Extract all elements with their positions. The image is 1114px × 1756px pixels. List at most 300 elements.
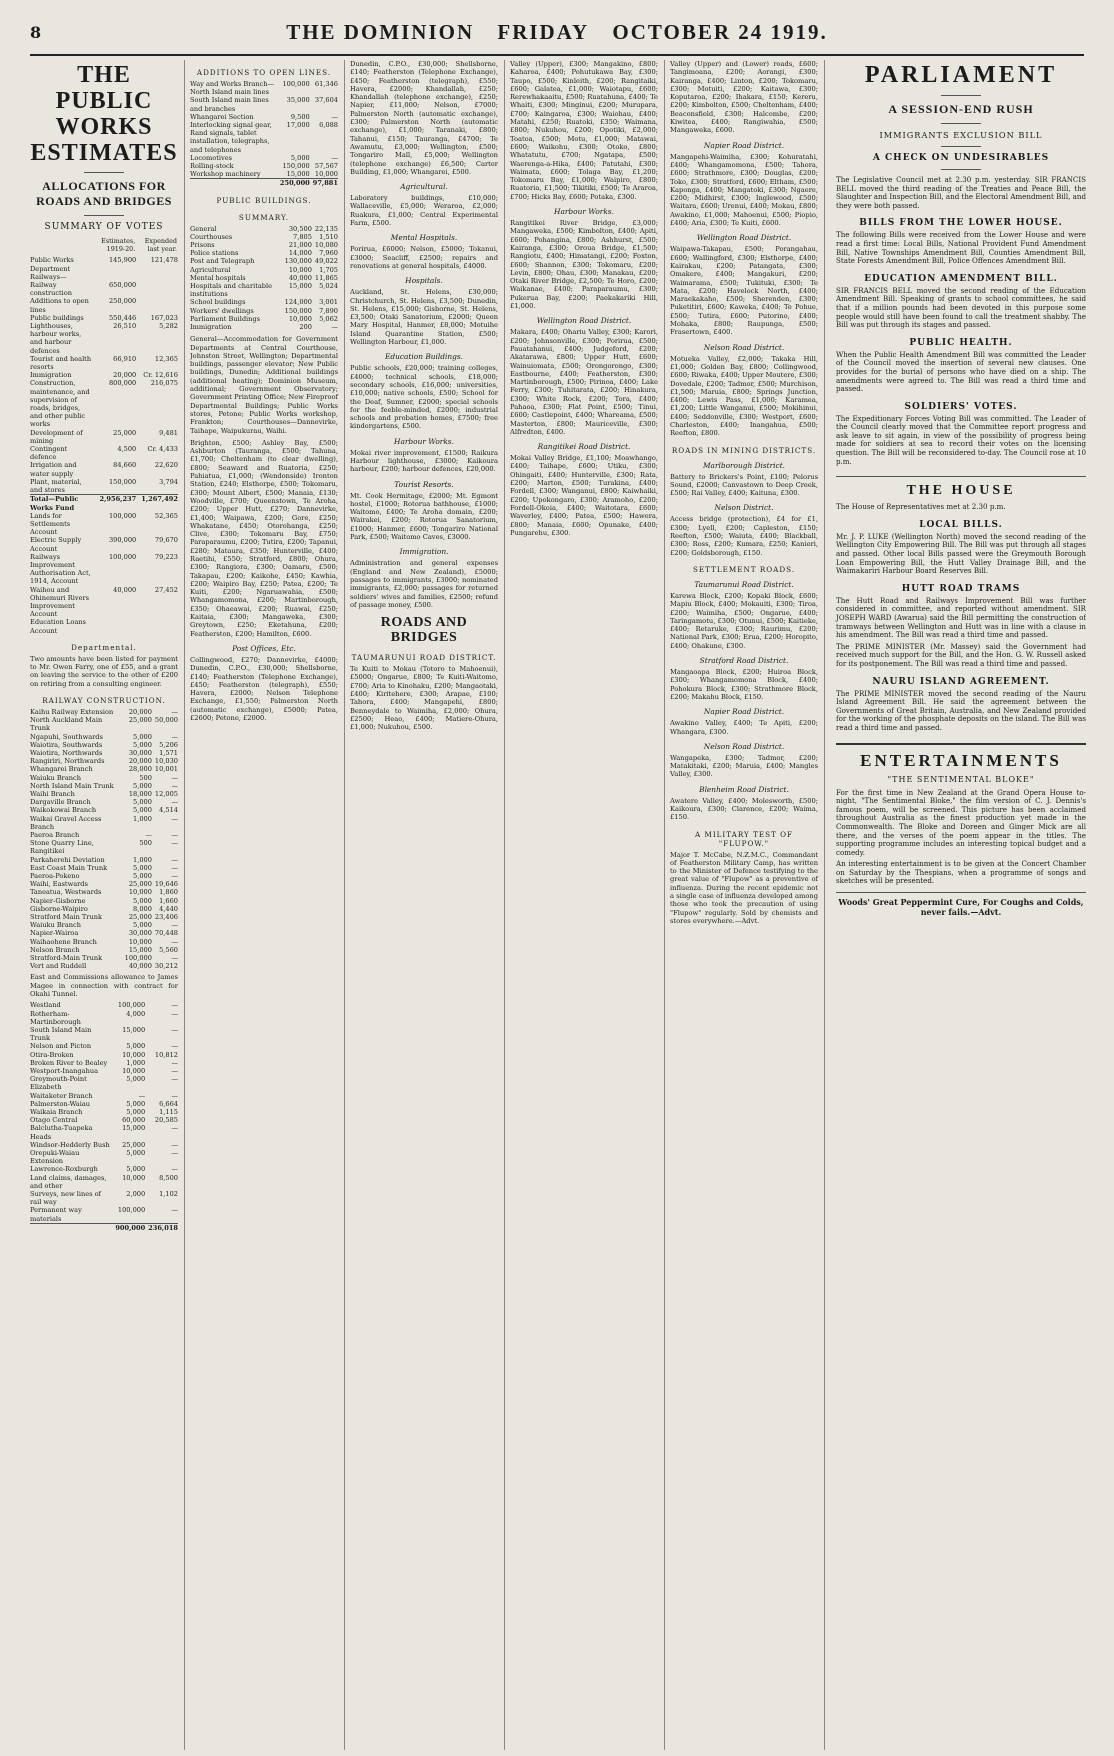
railway-text: East and Commissions allowance to James Magee in connection with contract for Okahi Tunnel. (30, 973, 178, 999)
row-expended: — (171, 798, 178, 807)
table-row (30, 281, 178, 297)
table-row (30, 297, 178, 313)
col5-heading-e: Nelson District. (714, 503, 774, 513)
row-label: Waiuku Branch (30, 773, 81, 782)
row-estimate: 10,000 (128, 937, 152, 946)
row-expended: — (171, 1148, 178, 1157)
row-label: Orepuki-Waiau Extension (30, 1148, 80, 1166)
headline: THE PUBLIC WORKS ESTIMATES (30, 62, 178, 166)
row-estimate: 150,000 (284, 306, 312, 315)
row-estimate: 40,000 (288, 273, 312, 282)
row-expended: Cr. 4,433 (147, 445, 178, 454)
col6-text-i: The PRIME MINISTER (Mr. Massey) said the Government had received much support for the Bill, and the Hon. G. W. Russell asked for its postponement. The Bill was read a third time and passed. (836, 641, 1086, 668)
row-estimate: 5,000 (133, 872, 152, 880)
table-row (190, 315, 338, 323)
row-label: Waiuku Branch (30, 921, 81, 930)
row-label: Agricultural (190, 265, 231, 274)
row-estimate: 5,000 (133, 732, 152, 741)
row-estimate: 10,000 (122, 1066, 146, 1075)
row-expended: — (331, 323, 338, 332)
row-estimate: 5,000 (133, 806, 152, 815)
table-row (190, 96, 338, 112)
row-estimate: 5,000 (126, 1107, 146, 1116)
row-label: Waitaketer Branch (30, 1091, 93, 1100)
col2-body-text: Brighton, £500; Ashley Bay, £500; Ashburton (Tauranga, £500; Tahuna, £1,700; Cheltenham (to clear dwelling), £800; Seaward and Ruatoria, £250; Pahiatua, £1,000; (Wendonside) Ironton Station, £240; Elsthorpe, £500; Tokomaru, £300; Mount Albert, £500; Manaia, £130; Woodville, £700; Queenstown, Te Aroha, £200; Upper Hutt, £270; Dannevirke, £1,400; Waipawa, £200; Gore, £250; Whakatane, £450; Otorohanga, £250; Clive, £300; Tokomaru Bay, £750; Paraparaumu, £200; Tutira, £200; Tapanui, £280; Mataura, £350; Hunterville, £400; Raetihi, £550; Stratford, £800; Ohura, £300; Rangiora, £300; Oamaru, £500; Takapau, £200; Kaikohe, £450; Kawhia, £200; Waipiro Bay, £250; Patea, £200; Te Kuiti, £200; Ngaruawahia, £500; Whangamomona, £200; Martinborough, £350; Ohaeawai, £200; Ruawai, £250; Kaitaia, £300; Mangaweka, £300; Greytown, £250; Eketahuna, £200; Featherston, £200; Hamilton, £600. (190, 438, 338, 638)
row-estimate: 4,500 (117, 445, 137, 454)
row-estimate: 10,000 (128, 888, 152, 897)
row-expended: — (171, 1066, 178, 1075)
row-expended: — (171, 814, 178, 823)
column-1 (30, 60, 185, 1750)
row-estimate: 5,000 (126, 1099, 146, 1108)
table-row (30, 1001, 178, 1009)
tourist-heading: Tourist Resorts. (394, 479, 454, 489)
row-expended: 5,206 (159, 740, 178, 749)
parliament-subheading: A SESSION-END RUSH (888, 102, 1034, 116)
row-estimate (94, 273, 136, 281)
row-estimate: 1,000 (126, 1058, 146, 1067)
row-estimate: 150,000 (282, 162, 310, 171)
departmental-label: Departmental. (71, 642, 137, 652)
table-row (190, 80, 338, 96)
table-row (190, 266, 338, 274)
row-label: Rotherham-Martinborough (30, 1009, 81, 1026)
row-label: Waiotira, Southwards (30, 740, 103, 749)
row-label: Waiotira, Northwards (30, 748, 103, 757)
row-estimate: 30,000 (128, 929, 152, 938)
row-expended (136, 281, 178, 297)
row-expended: 1,705 (319, 265, 338, 274)
row-estimate: 17,000 (286, 121, 310, 130)
public-buildings-label: PUBLIC BUILDINGS. (216, 195, 312, 205)
table-row (190, 323, 338, 331)
nauru-heading: NAURU ISLAND AGREEMENT. (872, 676, 1050, 687)
row-expended: — (171, 839, 178, 848)
row-est: 40,000 (113, 585, 137, 594)
table-row (30, 1206, 178, 1223)
row-label: Parkaherehi Deviation (30, 855, 105, 864)
column-5 (670, 60, 825, 1750)
departmental-text: Two amounts have been listed for payment to Mr. Owen Farry, one of £55, and a grant on leaving the service to the other of £200 on retiring from a consulting engineer. (30, 654, 178, 688)
row-estimate: 20,000 (128, 757, 152, 766)
row-expended: 1,660 (159, 896, 178, 905)
table-row (30, 905, 178, 913)
public-health-heading: PUBLIC HEALTH. (909, 337, 1013, 348)
row-estimate: — (145, 830, 152, 839)
col6-text-c: SIR FRANCIS BELL moved the second reading of the Education Amendment Bill. Speaking of grants to school committees, he said that if a million pounds had been devoted in this purpose some people would still have been found to call the treatment shabby. The Bill was put through its stages and passed. (836, 285, 1086, 330)
row-estimate: 100,000 (282, 80, 310, 88)
row-estimate: 28,000 (128, 765, 152, 774)
row-estimate: 5,000 (133, 740, 152, 749)
row-estimate: 200 (299, 323, 312, 332)
entertainments-heading: ENTERTAINMENTS (836, 743, 1086, 771)
col5-text-f: Access bridge (protection), £4 for £1, £300; Lyell, £200; Capleston, £150; Reefton, £500; Waiuta, £400; Blackball, £300; Ross, £200; Kumara, £250; Kanieri, £200; Goldsborough, £150. (670, 515, 818, 557)
row-label: Westport-Inangahua (30, 1066, 99, 1075)
row-label: Stone Quarry Line, Rangitikei (30, 839, 94, 856)
row-label: Interlocking signal gear, Rand signals, tablet installation, telegraphs, and telephones (190, 121, 272, 154)
row-expended: — (171, 1001, 178, 1010)
col3-text-g: Mt. Cook Hermitage, £2000; Mt. Egmont hostel, £1000; Rotorua bathhouse, £1000; Waitomo, £400; Te Aroha domain, £200; Wairakei, £200; Rotorua Sanatorium, £1000; Hanmer, £600; Tongariro National Park, £500; Waitomo Caves, £3000. (350, 491, 498, 542)
row-label: Workers' dwellings (190, 306, 254, 315)
railway-table-2 (30, 1001, 178, 1232)
row-estimate: 66,910 (113, 354, 137, 363)
row-estimate: 25,000 (128, 716, 152, 725)
table-row (30, 1149, 178, 1165)
table-row (30, 478, 178, 495)
table-row (30, 708, 178, 716)
entertainments-subheading: "THE SENTIMENTAL BLOKE" (887, 774, 1035, 784)
row-expended: — (171, 1206, 178, 1215)
row-expended: 11,865 (314, 273, 338, 282)
table-row (30, 774, 178, 782)
row-expended: 12,005 (154, 789, 178, 798)
row-estimate: 5,000 (126, 1148, 146, 1157)
table-row (30, 1075, 178, 1091)
hospitals-heading: Hospitals. (405, 276, 443, 286)
row-expended: 10,812 (154, 1050, 178, 1059)
row-estimate: 30,000 (128, 748, 152, 757)
row-label: Development of mining (30, 428, 83, 445)
col5-text-h: Mangaoapa Block, £200; Huiroa Block, £300; Whangamomona Block, £400; Pohokura Block, £300; Strathmore Block, £200; Makahu Block, £150. (670, 668, 818, 701)
row-label: Paeroa-Pokeno (30, 872, 80, 880)
subheadline: ALLOCATIONS FOR ROADS AND BRIDGES (36, 179, 172, 208)
votes-table (30, 236, 178, 635)
col3-text-c: Porirua, £6000; Nelson, £5000; Tokanui, £3000; Seacliff, £2500; repairs and renovations at general hospitals, £4000. (350, 245, 498, 270)
local-bills-heading: LOCAL BILLS. (919, 519, 1003, 530)
row-expended: 70,448 (154, 929, 178, 938)
table-row (30, 897, 178, 905)
table-row (30, 586, 178, 619)
row-label: Irrigation and water supply (30, 461, 77, 478)
col5-text-c: Waipawa-Takapau, £500; Porangahau, £600; Wallingford, £300; Elsthorpe, £400; Kairakau, £200; Patangata, £300; Omakere, £400; Mangakuri, £200; Waimarama, £500; Tukituki, £300; Te Mata, £200; Havelock North, £400; Maraekakaho, £500; Sherenden, £300; Puketitiri, £600; Kaweka, £400; Te Pohue, £500; Tutira, £600; Putorino, £400; Mohaka, £800; Raupunga, £500; Frasertown, £400. (670, 245, 818, 337)
row-label: Hospitals and charitable institutions (190, 282, 273, 299)
row-expended: 50,000 (154, 716, 178, 725)
col5-heading-d: Marlborough District. (702, 460, 786, 470)
table-row (190, 298, 338, 306)
row-estimate: 5,000 (126, 1075, 146, 1084)
row-estimate: 5,000 (133, 921, 152, 930)
col6-text-b: The following Bills were received from the Lower House and were read a first time: Local Bills, National Provident Fund Amendment Bill, Native Townships Amendment Bill, Counties Amendment Bill, State Forests Amendment Bill, Police Offences Amendment Bill. (836, 230, 1086, 266)
advertisement: Woods' Great Peppermint Cure, For Coughs and Colds, never fails.—Advt. (836, 892, 1086, 917)
row-expended: — (331, 153, 338, 162)
table-row (30, 1174, 178, 1190)
military-test-heading: A MILITARY TEST OF "FLUPOW." (694, 829, 794, 848)
running-head (70, 20, 1044, 45)
col-head-estimates: Estimates, 1919-20. (101, 237, 136, 254)
row-estimate: 800,000 (108, 379, 137, 388)
row-expended: 19,646 (154, 880, 178, 889)
row-label: Railway construction (30, 281, 73, 298)
row-label: South Island main lines and branches (190, 96, 269, 113)
harbour-heading: Harbour Works. (394, 436, 454, 446)
row-estimate: 10,000 (122, 1173, 146, 1182)
row-expended: 30,212 (154, 962, 178, 971)
col5-text-a: Valley (Upper) and (Lower) roads, £600; Tangimoana, £200; Aorangi, £300; Kairanga, £400; Linton, £200; Tokomaru, £300; Motuiti, £200; Kaitawa, £300; Koputaroa, £200; Ihakara, £150; Kereru, £200; Kimbolton, £500; Cheltenham, £400; Beaconsfield, £300; Halcombe, £200; Kiwitea, £400; Rangiwahia, £500; Mangaweka, £600. (670, 60, 818, 135)
col5-text-g: Karewa Block, £200; Kopaki Block, £600; Mapiu Block, £400; Mokauiti, £300; Tiroa, £200; Waimiha, £500; Ongarue, £400; Taringamotu, £300; Otunui, £500; Kaitieke, £400; Retaruke, £300; Raurimu, £200; National Park, £300; Erua, £200; Horopito, £400; Ohakune, £300. (670, 591, 818, 650)
col6-text-l: An interesting entertainment is to be given at the Concert Chamber on Saturday by the Thespians, when a programme of songs and sketches will be presented. (836, 859, 1086, 886)
table-row (190, 225, 338, 233)
table-row (30, 322, 178, 355)
col5-text-j: Wangapeka, £300; Tadmor, £200; Matakitaki, £200; Maruia, £400; Mangles Valley, £300. (670, 753, 818, 779)
row-label: Tourist and health resorts (30, 354, 92, 372)
pb-summary-label: SUMMARY. (238, 212, 290, 222)
table-row (30, 1042, 178, 1050)
roads-bridges-head: ROADS AND BRIDGES (380, 615, 468, 646)
table-total-row (190, 179, 338, 188)
total-est: 250,000 (277, 179, 310, 188)
table-total-row (30, 495, 178, 512)
railway-label: RAILWAY CONSTRUCTION. (42, 695, 166, 705)
row-expended: — (331, 112, 338, 121)
row-name: Education Loans Account (30, 618, 86, 635)
table-row (30, 880, 178, 888)
row-estimate: 2,000 (126, 1190, 146, 1198)
table-row (30, 864, 178, 872)
table-row (30, 872, 178, 880)
table-row (30, 273, 178, 281)
post-offices-text: Collingwood, £270; Dannevirke, £4000; Dunedin, C.P.O., £30,000; Shellsborne, £140; Featherston (Telephone Exchange), £450; Featherston (telegraph), £550; Havera, £2000; Nelson Telephone Exchange, £1,550; Palmerston North (automatic exchange), £5000; Patea, £2600; Petone, £2000. (190, 655, 338, 723)
row-label: Windsor-Hedderly Bush (30, 1140, 110, 1149)
row-label: Lighthouses, harbour works, and harbour defences (30, 322, 82, 355)
row-expended: 167,023 (150, 313, 178, 322)
row-estimate: 10,000 (122, 1050, 146, 1059)
col6-text-k: For the first time in New Zealand at the Grand Opera House to-night, "The Sentimental Bloke," the film version of C. J. Dennis's famous poem, will be screened. This picture has been acclaimed throughout Australia as the finest production yet made in the Commonwealth. The Bloke and Doreen and Ginger Mick are all there, and the verses of the poem appear in the titles. The supporting programme includes an interesting topical budget and a comedy. (836, 787, 1086, 857)
row-estimate: 550,446 (108, 313, 137, 322)
total-name (30, 1223, 112, 1232)
row-label: General (190, 224, 217, 233)
table-row (30, 929, 178, 937)
row-expended: Cr. 12,616 (143, 371, 178, 380)
table-total-row (30, 1223, 178, 1232)
parliament-deck-2: A CHECK ON UNDESIRABLES (872, 153, 1050, 163)
table-row (190, 274, 338, 282)
row-label: Waikai Gravel Access Branch (30, 814, 102, 831)
col6-text-g: Mr. J. P. LUKE (Wellington North) moved the second reading of the Wellington City Empowering Bill. The Bill was put through all stages and passed. Other local Bills passed were the Greymouth Borough Loan Empowering Bill, the Hutt Valley Drainage Bill, and the Waimakariri Harbour Board Reserves Bill. (836, 531, 1086, 576)
table-row (30, 749, 178, 757)
row-label: Courthouses (190, 232, 233, 241)
row-estimate: 5,000 (290, 153, 310, 162)
row-estimate: 100,000 (117, 1206, 146, 1215)
row-label: South Island Main Trunk (30, 1025, 92, 1043)
row-expended: 3,001 (319, 298, 338, 307)
row-estimate: 5,000 (133, 896, 152, 905)
col5-heading-i: Nelson Road District. (703, 741, 785, 751)
table-row (30, 716, 178, 732)
issue-day: FRIDAY (497, 19, 590, 44)
row-label: Ngapuhi, Southwards (30, 732, 103, 741)
row-expended: 7,960 (319, 249, 338, 258)
row-expended: 1,102 (159, 1190, 178, 1198)
row-estimate: 14,000 (288, 249, 312, 258)
row-expended: 1,115 (159, 1107, 178, 1116)
row-label: Whangarei Branch (30, 765, 93, 774)
row-expended: 1,860 (159, 888, 178, 897)
education-heading: Education Buildings. (385, 352, 463, 362)
row-estimate: 20,000 (113, 371, 137, 380)
row-expended: 23,406 (154, 913, 178, 922)
col5-text-l: Major T. McCabe, N.Z.M.C., Commandant of Featherston Military Camp, has written to the Minister of Defence testifying to the great value of "Flupow" as a preventive of influenza. During the recent epidemic not a single case of influenza developed among those who took the precaution of using "Flupow" regularly. Sold by chemists and stores everywhere.—Advt. (670, 850, 818, 925)
row-estimate: 15,000 (288, 282, 312, 291)
row-estimate: 145,900 (108, 256, 137, 265)
row-label: Waihi Branch (30, 789, 75, 798)
row-label: Construction, maintenance, and supervision of roads, bridges, and other public works (30, 379, 90, 429)
row-estimate: 15,000 (286, 170, 310, 179)
row-expended: 6,664 (159, 1099, 178, 1108)
row-estimate: 25,000 (113, 428, 137, 437)
row-expended (136, 273, 178, 281)
row-estimate: 130,000 (284, 257, 312, 266)
col6-text-j: The PRIME MINISTER moved the second reading of the Nauru Island Agreement Bill. He said the agreement between the Governments of Great Britain, Australia, and New Zealand provided for the working of the phosphate deposits on the island. The Bill was read a third time and passed. (836, 688, 1086, 732)
col4-text-d: Mokai Valley Bridge, £1,100; Moawhango, £400; Taihape, £600; Utiku, £300; Ohingaiti, £400; Hunterville, £300; Rata, £200; Marton, £500; Turakina, £400; Fordell, £300; Wanganui, £800; Kaiwhaiki, £200; Upokongaro, £300; Aramoho, £200; Fordell-Okoia, £400; Waitotara, £600; Waverley, £400; Patea, £500; Hawera, £800; Manaia, £600; Opunake, £400; Pungarehu, £300. (510, 454, 658, 537)
issue-date: OCTOBER 24 1919. (612, 19, 828, 44)
col5-heading-f: Taumarunui Road District. (694, 579, 794, 589)
total-est: 2,956,237 (94, 495, 136, 512)
column-3 (350, 60, 505, 1750)
post-offices-heading: Post Offices, Etc. (232, 643, 296, 653)
row-expended: 8,500 (159, 1173, 178, 1182)
table-row (30, 1067, 178, 1075)
railway-table (30, 708, 178, 971)
row-name: Lands for Settlements Account (30, 511, 71, 537)
total-name: Total—Public Works Fund (30, 495, 94, 512)
row-estimate: 60,000 (122, 1116, 146, 1125)
row-expended: 4,440 (159, 904, 178, 913)
col5-text-d: Motueka Valley, £2,000; Takaka Hill, £1,000; Golden Bay, £800; Collingwood, £600; Riwaka, £400; Upper Moutere, £300; Dovedale, £200; Tadmor, £500; Murchison, £1,500; Maruia, £800; Springs Junction, £400; Lewis Pass, £1,000; Karamea, £1,200; Little Wanganui, £500; Mokihinui, £400; Seddonville, £300; Westport, £600; Charleston, £400; Inangahua, £500; Reefton, £800. (670, 354, 818, 438)
row-estimate: 25,000 (128, 880, 152, 889)
row-est: 100,000 (108, 552, 137, 561)
row-estimate: 25,000 (128, 913, 152, 922)
row-name: Railways Improvement Authorisation Act, 1914, Account (30, 552, 91, 586)
row-estimate: 15,000 (122, 1124, 146, 1133)
row-estimate: — (138, 1091, 146, 1100)
row-label: Public Works Department (30, 256, 74, 273)
row-expended: — (171, 1165, 178, 1174)
col3-text-b: Laboratory buildings, £10,000; Wallaceville, £5,000; Weraroa, £2,000; Ruakura, £1,000; Central Experimental Farm, £500. (350, 194, 498, 228)
row-label: Plant, material, and stores (30, 477, 82, 495)
table-row (30, 815, 178, 831)
public-buildings-table (190, 225, 338, 332)
row-label: Stratford-Main Trunk (30, 954, 103, 963)
row-estimate: 21,000 (288, 241, 312, 250)
table-row (190, 162, 338, 170)
column-6 (830, 60, 1086, 1750)
row-expended: 5,024 (319, 282, 338, 291)
row-label: Railways— (30, 272, 67, 281)
col5-heading-a: Napier Road District. (703, 140, 785, 150)
col6-text-d: When the Public Health Amendment Bill was committed the Leader of the Council moved the insertion of several new clauses. One provides for the burial of persons who have died on a ship. The amendments were agreed to. The Bill was read a third time and passed. (836, 349, 1086, 394)
table-row (190, 121, 338, 154)
parliament-heading: PARLIAMENT (864, 62, 1058, 88)
row-expended: — (171, 872, 178, 880)
row-estimate: 5,000 (133, 781, 152, 790)
table-row (30, 741, 178, 749)
row-expended: — (171, 830, 178, 839)
row-exp: 79,223 (154, 552, 178, 561)
table-row (30, 618, 178, 634)
row-estimate: 5,000 (133, 863, 152, 872)
row-label: Prisons (190, 241, 215, 250)
col-head-expended: Expended last year. (144, 237, 177, 254)
row-name: Electric Supply Account (30, 536, 82, 553)
soldiers-votes-heading: SOLDIERS' VOTES. (904, 401, 1018, 412)
row-label: North Auckland Main Trunk (30, 716, 103, 733)
masthead (30, 10, 1084, 56)
row-expended: 61,346 (314, 80, 338, 88)
row-label: Dargaville Branch (30, 798, 91, 807)
row-estimate: 1,000 (133, 814, 152, 823)
table-row (190, 154, 338, 162)
table-row (30, 921, 178, 929)
row-label: Kaihu Railway Extension (30, 707, 114, 716)
row-expended: — (171, 921, 178, 930)
row-label: Stratford Main Trunk (30, 913, 102, 922)
table-row (30, 1026, 178, 1042)
row-estimate: 5,000 (126, 1165, 146, 1174)
col6-text-h: The Hutt Road and Railways Improvement Bill was further considered in committee, and reported without amendment. SIR JOSEPH WARD (Awarua) said the Bill permitting the construction of tramways between Wellington and Hutt was in line with a clause in his amendment. The Bill was read a third time and passed. (836, 595, 1086, 640)
row-estimate: 650,000 (108, 281, 137, 290)
table-row (30, 314, 178, 322)
row-estimate: 1,000 (133, 855, 152, 864)
col5-heading-j: Blenheim Road District. (699, 784, 789, 794)
row-estimate: 500 (139, 839, 152, 848)
row-estimate: 150,000 (108, 477, 137, 486)
row-expended: — (171, 707, 178, 716)
col3-text-a: Dunedin, C.P.O., £30,000; Shellsborne, £140; Featherston (Telephone Exchange), £450; Featherston (telegraph), £550; Havera, £2000; Khandallah, £250; Khandallah (telephone exchange), £250; Napier, £11,000; Nelson, £7000; Palmerston North (automatic exchange), £300; Palmerston North (automatic exchange), £1,000; Taranaki, £800; Tahanui, £150; Tauranga, £4700; Te Awamutu, £3,000; Wellington, £500; Tongariro Mall, £5,000; Wellington (telephone exchange) £6,500; Carter Building, £1,000; Whangarei, £500. (350, 60, 498, 176)
row-expended: — (171, 1025, 178, 1034)
row-label: Police stations (190, 249, 239, 258)
row-label: Westland (30, 1001, 61, 1010)
table-row (30, 1010, 178, 1026)
row-expended: 216,075 (150, 379, 178, 388)
row-estimate: 4,000 (126, 1009, 146, 1018)
col5-text-b: Mangapehi-Waimiha, £300; Kohuratahi, £400; Whangamomona, £500; Tahora, £600; Strathmore, £300; Douglas, £200; Toko, £300; Stratford, £600; Eltham, £500; Kaponga, £400; Mangatoki, £300; Ngaere, £200; Midhirst, £300; Inglewood, £500; Waitara, £600; Urenui, £400; Mokau, £800; Awakino, £1,000; Mahoenui, £500; Piopio, £400; Aria, £300; Te Kuiti, £600. (670, 152, 818, 228)
mental-hospitals-heading: Mental Hospitals. (390, 233, 458, 243)
row-estimate: 10,000 (288, 314, 312, 323)
row-label: Greymouth-Point Elizabeth (30, 1075, 87, 1092)
row-label: Vert and Ruddell (30, 962, 87, 971)
row-expended: 5,560 (159, 945, 178, 954)
table-row (30, 1051, 178, 1059)
row-estimate: 124,000 (284, 298, 312, 307)
row-label: East Coast Main Trunk (30, 863, 108, 872)
row-exp: 52,365 (154, 511, 178, 520)
table-row (30, 1190, 178, 1206)
the-house-heading: THE HOUSE (836, 476, 1086, 499)
table-row (30, 461, 178, 477)
col5-text-k: Awatere Valley, £400; Molesworth, £500; Kaikoura, £300; Clarence, £200; Waima, £150. (670, 796, 818, 822)
col5-heading-h: Napier Road District. (703, 707, 785, 717)
table-row (30, 1108, 178, 1116)
total-exp: 1,267,492 (136, 495, 178, 512)
row-estimate: 100,000 (117, 1001, 146, 1010)
row-label: Land claims, damages, and other (30, 1173, 107, 1190)
pb-text: General—Accommodation for Government Departments at Central Courthouse, Johnston Street, Wellington; Departmental buildings, passenger elevator; New Public buildings, Dunedin; Additional buildings (additional heating); Dominion Museum, additional; Government Observatory; Government Printing Office; New Fireproof Departmental Buildings; Public Works stores, Petone; Public Works workshop, Frankton; Courthouses—Dannevirke, Taihape, Waipukurau, Waihi. (190, 335, 338, 435)
row-label: Mental hospitals (190, 273, 246, 282)
table-row (30, 1165, 178, 1173)
row-estimate: 18,000 (128, 789, 152, 798)
column-2 (190, 60, 345, 1750)
summary-label: SUMMARY OF VOTES (44, 222, 164, 232)
immigration-heading: Immigration. (399, 547, 449, 557)
row-expended: — (171, 1075, 178, 1084)
row-label: Nelson and Picton (30, 1042, 92, 1051)
row-label: Contingent defence (30, 445, 68, 462)
row-expended: — (171, 1058, 178, 1067)
row-est: 390,000 (108, 536, 137, 545)
col3-text-d: Auckland, St. Helens, £30,000; Christchurch, St. Helens, £3,500; Dunedin, St. Helens, £15,000; Gisborne, St. Helens, £3,500; Otaki Sanatorium, £2000; Queen Mary Hospital, Hanmer, £8,000; Motuihe Island Quarantine Station, £500; Wellington Harbour, £1,000. (350, 288, 498, 347)
table-row (190, 307, 338, 315)
row-label: Public buildings (30, 313, 84, 322)
